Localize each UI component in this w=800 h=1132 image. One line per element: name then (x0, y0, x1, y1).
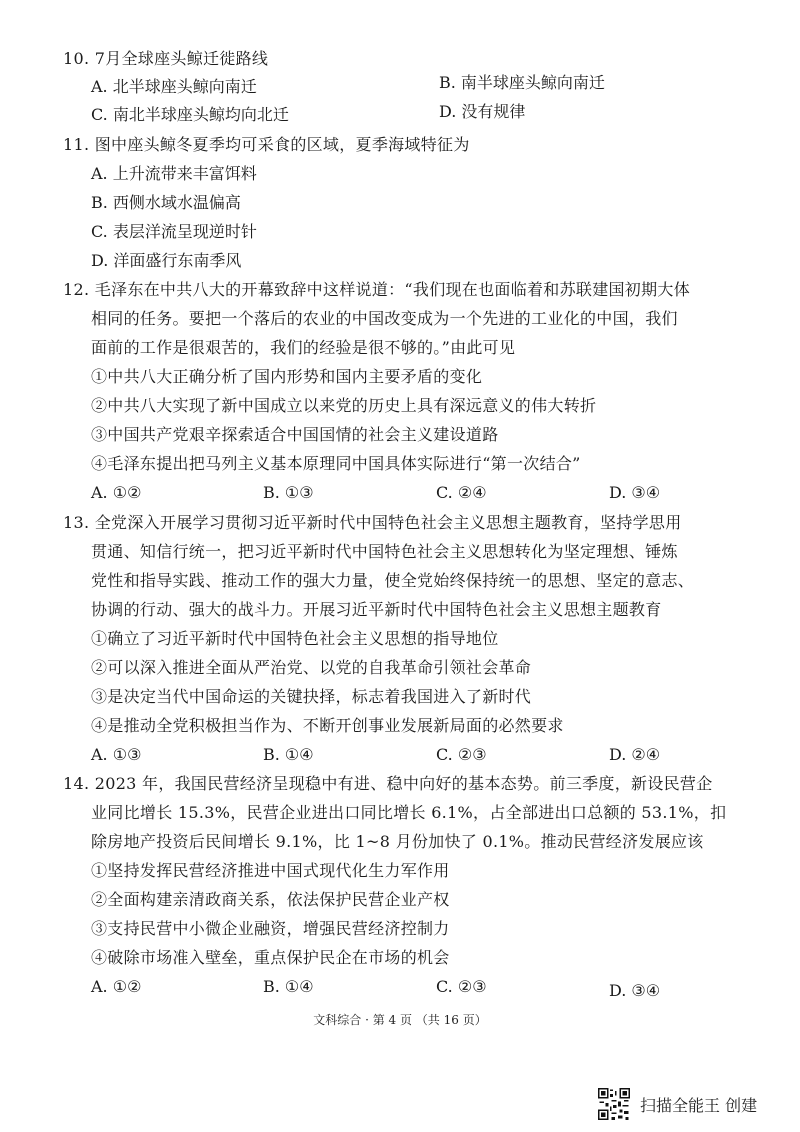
question-13-option-a: A. ①③ (91, 745, 142, 764)
question-10-option-c: C. 南北半球座头鲸均向北迁 (91, 105, 289, 124)
question-12-item-2: ②中共八大实现了新中国成立以来党的历史上具有深远意义的伟大转折 (91, 396, 597, 415)
question-14-option-d: D. ③④ (609, 981, 661, 1000)
question-11-stem: 11. 图中座头鲸冬夏季均可采食的区域，夏季海域特征为 (63, 135, 470, 154)
question-10-option-a: A. 北半球座头鲸向南迁 (91, 77, 257, 96)
question-12-item-4: ④毛泽东提出把马列主义基本原理同中国具体实际进行“第一次结合” (91, 454, 581, 473)
question-12-item-3: ③中国共产党艰辛探索适合中国国情的社会主义建设道路 (91, 425, 499, 444)
question-14-stem-line-1: 14. 2023 年，我国民营经济呈现稳中有进、稳中向好的基本态势。前三季度，新设民营企 (63, 774, 713, 793)
question-12-stem-line-1: 12. 毛泽东在中共八大的开幕致辞中这样说道：“我们现在也面临着和苏联建国初期大体 (63, 280, 691, 299)
question-11-option-d: D. 洋面盛行东南季风 (91, 251, 242, 270)
question-12-option-c: C. ②④ (436, 483, 487, 502)
question-13-option-c: C. ②③ (436, 745, 487, 764)
page-footer: 文科综合 · 第 4 页 （共 16 页） (313, 1013, 487, 1027)
question-13-item-4: ④是推动全党积极担当作为、不断开创事业发展新局面的必然要求 (91, 716, 564, 735)
question-14-item-2: ②全面构建亲清政商关系，依法保护民营企业产权 (91, 890, 450, 909)
question-12-option-b: B. ①③ (263, 483, 314, 502)
question-14-option-c: C. ②③ (436, 977, 487, 996)
question-10-stem: 10. 7月全球座头鲸迁徙路线 (63, 49, 269, 68)
question-12-option-a: A. ①② (91, 483, 142, 502)
question-10-option-b: B. 南半球座头鲸向南迁 (439, 73, 605, 92)
question-14-item-3: ③支持民营中小微企业融资，增强民营经济控制力 (91, 919, 450, 938)
watermark-text: 扫描全能王 创建 (640, 1095, 758, 1115)
question-13-option-d: D. ②④ (609, 745, 661, 764)
question-14-item-1: ①坚持发挥民营经济推进中国式现代化生力军作用 (91, 861, 450, 880)
question-13-item-3: ③是决定当代中国命运的关键抉择，标志着我国进入了新时代 (91, 687, 532, 706)
question-13-stem-line-4: 协调的行动、强大的战斗力。开展习近平新时代中国特色社会主义思想主题教育 (91, 600, 662, 619)
question-12-option-d: D. ③④ (609, 483, 661, 502)
scanner-watermark (598, 1086, 757, 1122)
question-14-stem-line-3: 除房地产投资后民间增长 9.1%，比 1~8 月份加快了 0.1%。推动民营经济发展应该 (91, 832, 704, 851)
question-11-option-b: B. 西侧水域水温偏高 (91, 193, 241, 212)
question-11-option-a: A. 上升流带来丰富饵料 (91, 164, 257, 183)
question-12-item-1: ①中共八大正确分析了国内形势和国内主要矛盾的变化 (91, 367, 483, 386)
question-14-option-b: B. ①④ (263, 977, 314, 996)
question-13-stem-line-1: 13. 全党深入开展学习贯彻习近平新时代中国特色社会主义思想主题教育，坚持学思用 (63, 513, 682, 532)
question-12-stem-line-2: 相同的任务。要把一个落后的农业的中国改变成为一个先进的工业化的中国，我们 (91, 309, 678, 328)
question-11-option-c: C. 表层洋流呈现逆时针 (91, 222, 257, 241)
question-13-item-1: ①确立了习近平新时代中国特色社会主义思想的指导地位 (91, 629, 499, 648)
question-12-stem-line-3: 面前的工作是很艰苦的，我们的经验是很不够的。”由此可见 (91, 338, 516, 357)
question-13-stem-line-3: 党性和指导实践、推动工作的强大力量，使全党始终保持统一的思想、坚定的意志、 (91, 571, 695, 590)
qr-code-icon (598, 1088, 630, 1120)
question-13-stem-line-2: 贯通、知信行统一，把习近平新时代中国特色社会主义思想转化为坚定理想、锤炼 (91, 542, 678, 561)
question-14-item-4: ④破除市场准入壁垒，重点保护民企在市场的机会 (91, 948, 450, 967)
question-13-item-2: ②可以深入推进全面从严治党、以党的自我革命引领社会革命 (91, 658, 532, 677)
question-13-option-b: B. ①④ (263, 745, 314, 764)
question-14-option-a: A. ①② (91, 977, 142, 996)
question-10-option-d: D. 没有规律 (439, 102, 526, 121)
question-14-stem-line-2: 业同比增长 15.3%，民营企业进出口同比增长 6.1%，占全部进出口总额的 53.1%，扣 (91, 803, 727, 822)
